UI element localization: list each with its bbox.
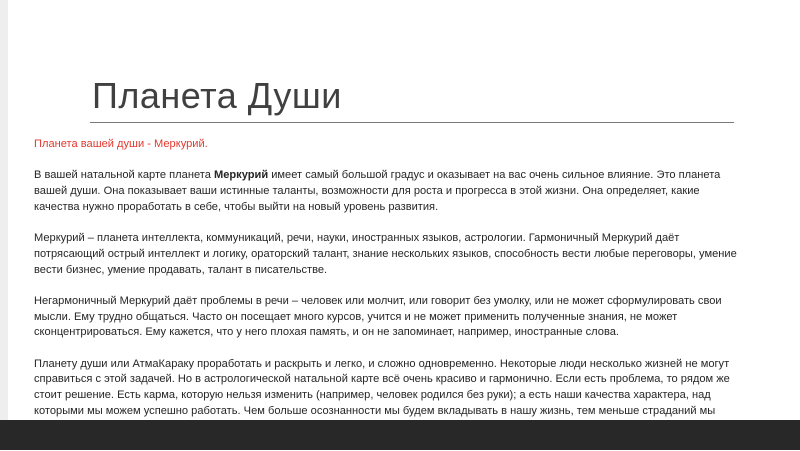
planet-name-bold: Меркурий [213, 169, 269, 182]
slide-title: Планета Души [92, 75, 342, 116]
paragraph-4: Планету души или АтмаКараку проработать и раскрыть и легко, и сложно одновременно. Некоторые люди несколько жизней не могут справиться с этой задачей. Но в астрологической натальной карте всё очень красиво и гармонично. Если есть проблема, то рядом же стоит решение. Есть карма, которую нельзя изменить (например, человек родился без руки); а есть наши качества характера, над которыми мы можем успешно работать. Чем больше осознанности мы будем вкладывать в нашу жизнь, тем меньше страданий мы [34, 357, 730, 417]
slide-subtitle: Планета вашей души - Меркурий. [34, 138, 208, 150]
paragraph-2: Меркурий – планета интеллекта, коммуникаций, речи, науки, иностранных языков, астрологии. Гармоничный Меркурий даёт потрясающий острый интеллект и логику, ораторский талант, знание нескольких языков, способность вести любые переговоры, умение вести бизнес, умение продавать, талант в писательстве. [34, 232, 737, 276]
paragraph-1 [34, 168, 742, 215]
slide-body [34, 137, 742, 451]
title-divider [90, 122, 734, 123]
slide-left-band [0, 0, 8, 420]
footer-bar [0, 420, 800, 450]
paragraph-1-end: имеет самый большой градус и оказывает на вас очень сильное влияние. Это планета вашей души. Она показывает ваши истинные таланты, возможности для роста и прогресса в этой жизни. Она определяет, какие качества нужно проработать в себе, чтобы выйти на новый уровень развития. [34, 169, 721, 213]
paragraph-1-start: В вашей натальной карте планета [34, 169, 214, 182]
paragraph-3: Негармоничный Меркурий даёт проблемы в речи – человек или молчит, или говорит без умолку, или не может сформулировать свои мысли. Ему трудно общаться. Часто он посещает много курсов, учится и не может применить полученные знания, не может сконцентрироваться. Ему кажется, что у него плохая память, и он не запоминает, например, иностранные слова. [34, 294, 722, 339]
